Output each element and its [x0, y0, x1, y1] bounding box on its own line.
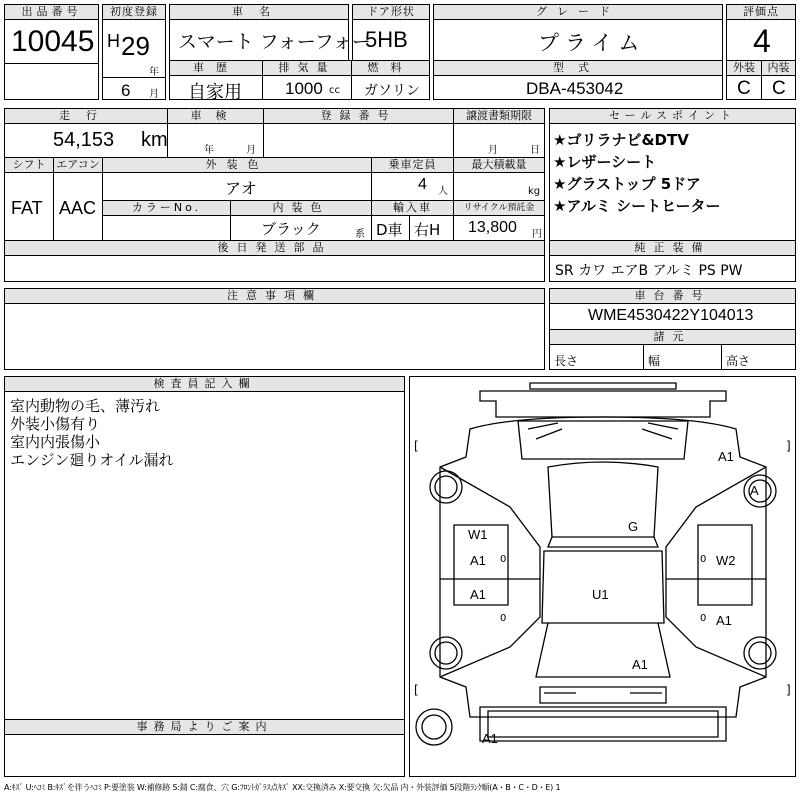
import-label: 輸入車: [372, 201, 453, 216]
displacement: 1000: [285, 79, 323, 98]
recycle-cell: [453, 200, 545, 241]
first-reg-month: 6: [121, 81, 131, 100]
mark-w2: W2: [716, 553, 736, 568]
inspection-label: 車検: [168, 109, 263, 124]
sales-point-1: ★ゴリラナビ&DTV: [553, 131, 689, 149]
shift-cell: [4, 157, 54, 241]
history: 自家用: [188, 82, 242, 103]
lot-label: 出品番号: [5, 5, 98, 20]
sales-point-2: ★レザーシート: [553, 153, 657, 171]
mark-a1-rear: A1: [632, 657, 648, 672]
lot-number: 10045: [11, 25, 95, 58]
mileage-unit: km: [141, 129, 168, 151]
inspector-title: 検査員記入欄: [5, 377, 404, 392]
color-no-cell: [102, 200, 231, 241]
ac-cell: [53, 157, 103, 241]
load-label: 最大積載量: [454, 158, 544, 173]
mark-a1-left-2: A1: [470, 587, 486, 602]
transfer-cell: [453, 108, 545, 158]
spec-length: 長さ: [554, 354, 579, 368]
mark-u1: U1: [592, 587, 609, 602]
score: 4: [753, 23, 771, 59]
exterior-grade-cell: [726, 60, 762, 100]
interior-grade: C: [772, 78, 786, 99]
transfer-month-unit: 月: [488, 145, 498, 156]
mileage: 54,153: [53, 129, 115, 151]
inspection-year-unit: 年: [204, 145, 214, 156]
bracket-right-bottom: ]: [786, 683, 791, 697]
mark-zero-left-1: 0: [500, 554, 507, 565]
specs-panel: [549, 329, 796, 370]
damage-diagram: [409, 376, 796, 777]
office-panel: [4, 719, 405, 777]
first-reg-year: 29: [121, 31, 150, 61]
inspector-note-2: 外装小傷有り: [10, 415, 101, 433]
reg-no-cell: [263, 108, 454, 158]
score-cell: [726, 4, 796, 62]
later-parts-panel: [4, 240, 545, 282]
first-reg-label: 初度登録: [103, 5, 165, 20]
mileage-cell: [4, 108, 168, 158]
office-title: 事務局よりご案内: [5, 720, 404, 735]
door-cell: [352, 4, 430, 62]
sales-points-panel: [549, 108, 796, 241]
inspector-note-3: 室内内張傷小: [10, 433, 101, 451]
capacity: 4: [418, 176, 427, 193]
grade-cell: [433, 4, 723, 62]
chassis-number: WME4530422Y104013: [588, 307, 754, 324]
load-cell: [453, 157, 545, 201]
capacity-label: 乗車定員: [372, 158, 453, 173]
interior-grade-cell: [761, 60, 796, 100]
bracket-left-top: [: [414, 439, 419, 453]
mark-a1-front-right: A1: [718, 449, 734, 464]
sales-point-3: ★グラストップ 5ドア: [553, 175, 701, 193]
mark-zero-right-1: 0: [700, 554, 707, 565]
inspector-note-1: 室内動物の毛、薄汚れ: [10, 397, 161, 415]
score-label: 評価点: [727, 5, 795, 20]
mark-a-tire: A: [750, 483, 759, 498]
mark-a1-left-1: A1: [470, 553, 486, 568]
color-no-label: カラーNo.: [103, 201, 230, 216]
chassis-panel: [549, 288, 796, 330]
steering: 右H: [414, 221, 441, 239]
car-name: スマート フォーフォー: [178, 31, 371, 53]
color-cell: [102, 157, 372, 201]
model-label: 型式: [434, 61, 722, 76]
displacement-cell: [262, 60, 352, 100]
capacity-cell: [371, 157, 454, 201]
notes-panel: [4, 288, 545, 370]
fuel-cell: [351, 60, 430, 100]
spec-width: 幅: [648, 354, 661, 368]
first-reg-cell: [102, 4, 166, 100]
interior-color-cell: [230, 200, 372, 241]
history-cell: [169, 60, 263, 103]
displacement-label: 排気量: [263, 61, 351, 76]
mark-a1-right-2: A1: [716, 613, 732, 628]
mileage-label: 走行: [5, 109, 167, 124]
specs-title: 諸元: [550, 330, 795, 345]
notes-title: 注意事項欄: [5, 289, 544, 304]
history-label: 車歴: [170, 61, 262, 76]
door-label: ドア形状: [353, 5, 429, 20]
sales-point-4: ★アルミ シートヒーター: [553, 197, 721, 215]
car-outline-diagram: [410, 377, 797, 778]
grade-label: グレード: [434, 5, 722, 20]
equipment-value: SR カワ エアB アルミ PS PW: [555, 263, 743, 279]
equipment-title: 純正装備: [550, 241, 795, 256]
inspection-cell: [167, 108, 264, 158]
exterior-grade-label: 外装: [727, 61, 761, 76]
month-unit: 月: [149, 89, 159, 100]
lot-cell: [4, 4, 99, 100]
mark-w1: W1: [468, 527, 488, 542]
recycle-unit: 円: [532, 229, 542, 240]
import-cell: [371, 200, 454, 241]
ac: AAC: [59, 198, 97, 218]
inspection-month-unit: 月: [246, 145, 256, 156]
name-label: 車名: [170, 5, 348, 20]
mark-a1-bottom: A1: [482, 731, 498, 746]
recycle: 13,800: [468, 219, 517, 236]
sales-points-title: セールスポイント: [550, 109, 795, 124]
inspector-note-4: エンジン廻りオイル漏れ: [10, 451, 174, 469]
fuel-label: 燃料: [352, 61, 429, 76]
shift-label: シフト: [5, 158, 53, 173]
spec-height: 高さ: [726, 354, 751, 368]
transfer-day-unit: 日: [530, 145, 540, 156]
import-value: D車: [376, 221, 403, 239]
bracket-right-top: ]: [786, 439, 791, 453]
load-unit: kg: [528, 186, 541, 197]
model-cell: [433, 60, 723, 100]
door-type: 5HB: [365, 27, 408, 52]
fuel: ガソリン: [364, 83, 420, 99]
exterior-grade: C: [737, 78, 751, 99]
mark-zero-right-2: 0: [700, 613, 707, 624]
inspector-panel: [4, 376, 405, 720]
interior-color: ブラック: [261, 220, 321, 238]
chassis-title: 車台番号: [550, 289, 795, 304]
model: DBA-453042: [526, 79, 624, 98]
interior-grade-label: 内装: [762, 61, 795, 76]
interior-color-unit: 系: [355, 229, 365, 240]
mark-g: G: [628, 519, 639, 534]
recycle-label: リサイクル預託金: [454, 201, 544, 216]
legend: A:ｷｽﾞ U:ﾍｺﾐ B:ｷｽﾞを伴うﾍｺﾐ P:要塗装 W:補修跡 S:錆 C:腐食、穴 G:ﾌﾛﾝﾄｶﾞﾗｽ点ｷｽﾞ XX:交換済み X:要交換 欠:欠品 内・外装評価 5段階ﾗﾝｸ順(A・B・C・D・E) 1: [4, 783, 561, 792]
shift: FAT: [11, 198, 43, 218]
grade: プライム: [538, 31, 646, 55]
reg-no-label: 登録番号: [264, 109, 453, 124]
mark-zero-left-2: 0: [500, 613, 507, 624]
capacity-unit: 人: [438, 186, 448, 197]
transfer-label: 譲渡書類期限: [454, 109, 544, 124]
later-parts-title: 後日発送部品: [5, 241, 544, 256]
year-unit: 年: [149, 67, 159, 78]
era: H: [107, 31, 120, 51]
color-label: 外装色: [103, 158, 371, 173]
bracket-left-bottom: [: [414, 683, 419, 697]
color: アオ: [225, 179, 257, 198]
equipment-panel: [549, 240, 796, 282]
displacement-unit: cc: [329, 85, 340, 96]
ac-label: エアコン: [54, 158, 102, 173]
interior-color-label: 内装色: [231, 201, 371, 216]
name-cell: [169, 4, 371, 62]
